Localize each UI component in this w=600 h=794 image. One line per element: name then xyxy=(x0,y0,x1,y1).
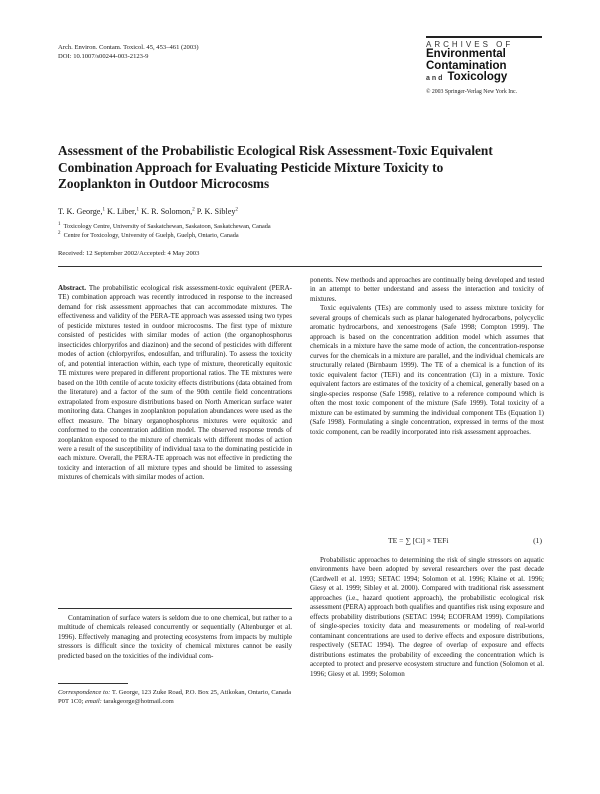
affiliation xyxy=(58,231,271,240)
author-affil-mark: 1 xyxy=(136,207,140,213)
right-column-bottom xyxy=(310,556,544,679)
journal-contamination: Contamination xyxy=(426,59,507,72)
received-dates: Received: 12 September 2002/Accepted: 4 May 2003 xyxy=(58,250,200,257)
author-affil-mark: 2 xyxy=(192,207,195,213)
paragraph: Probabilistic approaches to determining the risk of single stressors on aquatic environments have been adopted by several researchers over the past decade (Cardwell et al. 1993; SETAC 1994; Solomon et al. 1996; Klaine et al. 1996; Giesy et al. 1999; Sibley et al. 2000). Compared with traditional risk assessment approaches (i.e., hazard quotient approach), the probabilistic ecological risk assessment (PERA) approach both qualifies and quantifies risk using exposure and effects probability distributions (SETAC 1994; ECOFRAM 1999). Compilations of single-species toxicity data and measurements or modeling of real-world contaminant concentrations are used to derive effects and exposure distributions, respectively (SETAC 1994). The degree of overlap of exposure and effects distributions estimates the probability of exceeding the concentration which is accepted to protect and preserve ecosystem structure and function (Solomon et al. 1996; Giesy et al. 1999; Solomon xyxy=(310,556,544,678)
abstract-divider xyxy=(58,608,292,609)
journal-environmental: Environmental xyxy=(426,48,506,60)
abstract-text: The probabilistic ecological risk assessment-toxic equivalent (PERA-TE) combination approach was recently introduced in response to the increased demand for risk assessment approaches that can accommodate mixtures. The effectiveness and validity of the PERA-TE approach was assessed using two types of pesticide mixtures tested in outdoor microcosms. The first type of mixture consisted of pesticides with similar modes of action (the organophosphorus insecticides chlorpyrifos and diazinon) and the second of pesticides with different modes of action (chlorpyrifos, endosulfan, and trifluralin). To assess the toxicity of, and potential interaction within, each type of mixture, theoretically equitoxic TE mixtures were prepared in different proportional ratios. The TE mixtures were based on the 10th centile of acute toxicity effects distributions (data obtained from the literature) and a factor of the sum of the 90th centile field concentrations extrapolated from exposure distributions based on North American surface water monitoring data. Changes in zooplankton population abundances were used as the effect measure. The binary organophosphorus mixtures were equitoxic and conformed to the concentration addition model. The observed response trends of zooplankton exposed to the mixture of chemicals with different modes of action were a result of the susceptibility of individual taxa to the dominating pesticide in each mixture. Overall, the PERA-TE approach was not effective in predicting the toxicity and interaction of all mixture types and should be limited to assessing mixtures of chemicals with similar modes of action. xyxy=(58,284,293,482)
author: T. K. George, xyxy=(58,207,103,216)
citation-line-1: Arch. Environ. Contam. Toxicol. 45, 453–461 (2003) xyxy=(58,44,199,51)
doi-line: DOI: 10.1007/s00244-003-2123-9 xyxy=(58,52,149,60)
journal-logo xyxy=(426,36,542,95)
journal-toxicology: Toxicology xyxy=(447,71,508,83)
copyright: © 2003 Springer-Verlag New York Inc. xyxy=(426,88,518,95)
intro-left xyxy=(58,614,292,661)
abstract-label: Abstract. xyxy=(58,284,86,292)
affiliation-number: 1 xyxy=(58,221,61,227)
affiliations xyxy=(58,222,271,241)
equation-text: TE = ∑ [Ci] × TEFi xyxy=(388,536,449,545)
affiliation-number: 2 xyxy=(58,231,61,237)
left-column xyxy=(58,284,292,483)
author: K. Liber, xyxy=(107,207,137,216)
correspondence-note xyxy=(58,688,292,706)
author: P. K. Sibley xyxy=(196,207,236,216)
author-affil-mark: 1 xyxy=(102,207,105,213)
email-address: tarakgeorge@hotmail.com xyxy=(103,698,174,705)
affiliation-text: Centre for Toxicology, University of Guelph, Guelph, Ontario, Canada xyxy=(63,232,239,240)
header-divider xyxy=(58,266,542,267)
affiliation xyxy=(58,222,271,231)
journal-archives-of: ARCHIVES OF xyxy=(426,40,514,49)
paper-title: Assessment of the Probabilistic Ecological Risk Assessment-Toxic Equivalent Combination Approach for Evaluating Pesticide Mixture Toxicity to Zooplankton in Outdoor Microcosms xyxy=(58,143,493,192)
author-affil-mark: 2 xyxy=(235,207,238,213)
equation-number: (1) xyxy=(533,536,542,545)
journal-rule xyxy=(426,36,542,38)
author: K. R. Solomon, xyxy=(141,207,193,216)
correspondence-text: T. George, 123 Zuke Road, P.O. Box 25, Atikokan, Ontario, Canada P0T 1C0; xyxy=(58,689,292,705)
intro-paragraph: Contamination of surface waters is seldom due to one chemical, but rather to a multitude of chemicals released concurrently or sequentially (Altenburger et al. 1996). Effectively managing and protecting ecosystems from impacts by multiple stressors is difficult since the toxicity of chemical mixtures cannot be easily predicted based on the toxicities of the individual com- xyxy=(58,614,292,660)
journal-and: and xyxy=(426,75,445,82)
paragraph: Toxic equivalents (TEs) are commonly used to assess mixture toxicity for several groups of chemicals such as planar halogenated hydrocarbons, polycyclic aromatic hydrocarbons, and xenoestrogens (Safe 1998; Compton 1999). The approach is based on the concentration addition model which assumes that chemicals in a mixture have the same mode of action, the concentration-response curves for the chemicals in a mixture are parallel, and the individual chemicals are structurally related (Birnbaum 1999). The TE of a chemical is a function of its toxic equivalent factor (TEFi) and its concentration (Ci) in a mixture. Toxic equivalent factors are estimates of the toxicity of a chemical, generally based on a single-species response (Safe 1998), relative to a reference compound which is often the most toxic component of the mixture (Safe 1999). Total toxicity of a mixture can be estimated by summing the individual component TEs (Equation 1) (Safe 1998). Formulating a single concentration, expressed in terms of the most toxic component, can be readily incorporated into risk assessment approaches. xyxy=(310,304,544,436)
citation-header xyxy=(58,44,199,61)
journal-and-toxicology xyxy=(426,72,542,85)
paragraph: ponents. New methods and approaches are continually being developed and tested in an attempt to better understand and assess the interaction and toxicity of mixtures. xyxy=(310,276,544,303)
footnote-rule xyxy=(58,683,128,684)
abstract xyxy=(58,284,292,483)
correspondence-label: Correspondence to: xyxy=(58,689,111,696)
right-column-top xyxy=(310,276,544,437)
email-label: email: xyxy=(85,698,102,705)
affiliation-text: Toxicology Centre, University of Saskatchewan, Saskatoon, Saskatchewan, Canada xyxy=(63,223,271,230)
author-list xyxy=(58,207,238,216)
